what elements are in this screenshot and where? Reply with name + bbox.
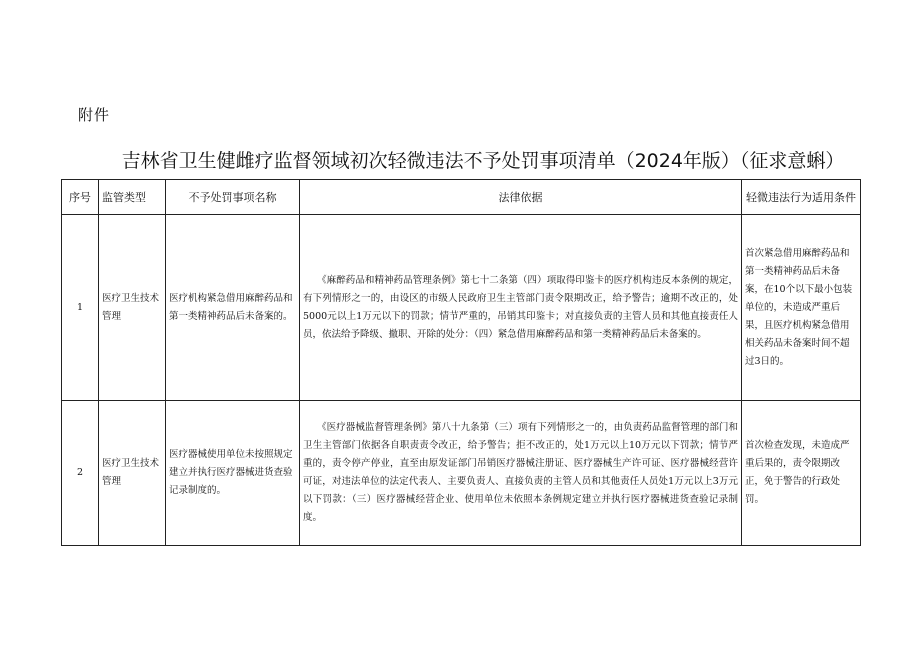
attachment-label: 附件: [78, 106, 111, 124]
row-number: 1: [62, 215, 99, 401]
header-legal-basis: 法律依据: [300, 180, 742, 215]
table-row: [62, 215, 861, 401]
header-applicable-conditions: 轻微违法行为适用条件: [742, 180, 861, 215]
row-applicable-conditions: 首次检查发现，未造成严重后果的，责令限期改正，免于警告的行政处罚。: [742, 401, 861, 546]
document-title: 吉林省卫生健雌疗监督领域初次轻微违法不予处罚事项清单（2024年版）（征求意蝌）: [121, 150, 845, 172]
row-item-name: 医疗器械使用单位未按照规定建立并执行医疗器械进货查验记录制度的。: [166, 401, 300, 546]
header-number: 序号: [62, 180, 99, 215]
penalty-exemption-table: [61, 179, 861, 546]
row-supervision-type: 医疗卫生技术管理: [99, 401, 166, 546]
table-header-row: [62, 180, 861, 215]
legal-basis-text: 《医疗器械监督管理条例》第八十九条第（三）项有下列情形之一的，由负责药品监督管理的部门和卫生主管部门依据各自职责责令改正，给予警告；拒不改正的，处1万元以上10万元以下罚款；情节严重的，责令停产停业，直至由原发证部门吊销医疗器械注册证、医疗器械生产许可证、医疗器械经营许可证，对违法单位的法定代表人、主要负责人、直接负责的主管人员和其他责任人员处1万元以上3万元以下罚款：（三）医疗器械经营企业、使用单位未依照本条例规定建立并执行医疗器械进货查验记录制度。: [303, 422, 738, 523]
row-supervision-type: 医疗卫生技术管理: [99, 215, 166, 401]
row-legal-basis: [300, 401, 742, 546]
row-number: 2: [62, 401, 99, 546]
row-legal-basis: [300, 215, 742, 401]
row-item-name: 医疗机构紧急借用麻醉药品和第一类精神药品后未备案的。: [166, 215, 300, 401]
header-supervision-type: 监管类型: [99, 180, 166, 215]
legal-basis-text: 《麻醉药品和精神药品管理条例》第七十二条第（四）项取得印鉴卡的医疗机构违反本条例的规定，有下列情形之一的，由设区的市级人民政府卫生主管部门责令限期改正，给予警告；逾期不改正的，处5000元以上1万元以下的罚款；情节严重的，吊销其印鉴卡；对直接负责的主管人员和其他直接责任人员，依法给予降级、撤职、开除的处分：（四）紧急借用麻醉药品和第一类精神药品后未备案的。: [303, 274, 738, 340]
header-item-name: 不予处罚事项名称: [166, 180, 300, 215]
table-row: [62, 401, 861, 546]
row-applicable-conditions: 首次紧急借用麻醉药品和第一类精神药品后未备案，在10个以下最小包装单位的，未造成严重后果，且医疗机构紧急借用相关药品未备案时间不超过3日的。: [742, 215, 861, 401]
